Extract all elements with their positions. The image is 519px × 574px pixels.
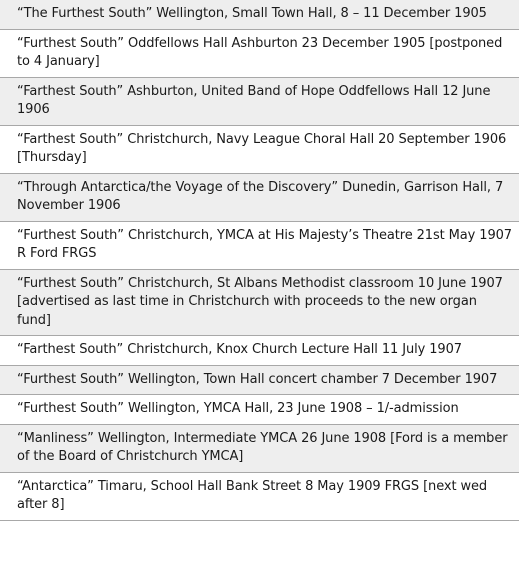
table-row <box>0 336 519 366</box>
table-cell: “Furthest South” Oddfellows Hall Ashburton 23 December 1905 [postponed to 4 January] <box>0 29 519 77</box>
table-row <box>0 29 519 77</box>
table-cell: “Furthest South” Wellington, YMCA Hall, 23 June 1908 – 1/-admission <box>0 395 519 425</box>
table-cell: “Furthest South” Christchurch, St Albans Methodist classroom 10 June 1907 [advertised as last time in Christchurch with proceeds to the new organ fund] <box>0 269 519 336</box>
table-row <box>0 125 519 173</box>
table-cell: “Furthest South” Christchurch, YMCA at His Majesty’s Theatre 21st May 1907 R Ford FRGS <box>0 221 519 269</box>
table-row <box>0 269 519 336</box>
table-row <box>0 0 519 29</box>
table-cell: “Furthest South” Wellington, Town Hall concert chamber 7 December 1907 <box>0 365 519 395</box>
table-cell: “Manliness” Wellington, Intermediate YMCA 26 June 1908 [Ford is a member of the Board of Christchurch YMCA] <box>0 424 519 472</box>
table-cell: “The Furthest South” Wellington, Small Town Hall, 8 – 11 December 1905 <box>0 0 519 29</box>
table-row <box>0 472 519 520</box>
table-cell: “Farthest South” Christchurch, Knox Church Lecture Hall 11 July 1907 <box>0 336 519 366</box>
table-row <box>0 424 519 472</box>
table-row <box>0 173 519 221</box>
table-cell: “Farthest South” Ashburton, United Band of Hope Oddfellows Hall 12 June 1906 <box>0 77 519 125</box>
table-row <box>0 221 519 269</box>
table-cell: “Through Antarctica/the Voyage of the Discovery” Dunedin, Garrison Hall, 7 November 1906 <box>0 173 519 221</box>
table-cell: “Farthest South” Christchurch, Navy League Choral Hall 20 September 1906 [Thursday] <box>0 125 519 173</box>
table-row <box>0 77 519 125</box>
table-row <box>0 365 519 395</box>
table-row <box>0 395 519 425</box>
table-cell: “Antarctica” Timaru, School Hall Bank Street 8 May 1909 FRGS [next wed after 8] <box>0 472 519 520</box>
